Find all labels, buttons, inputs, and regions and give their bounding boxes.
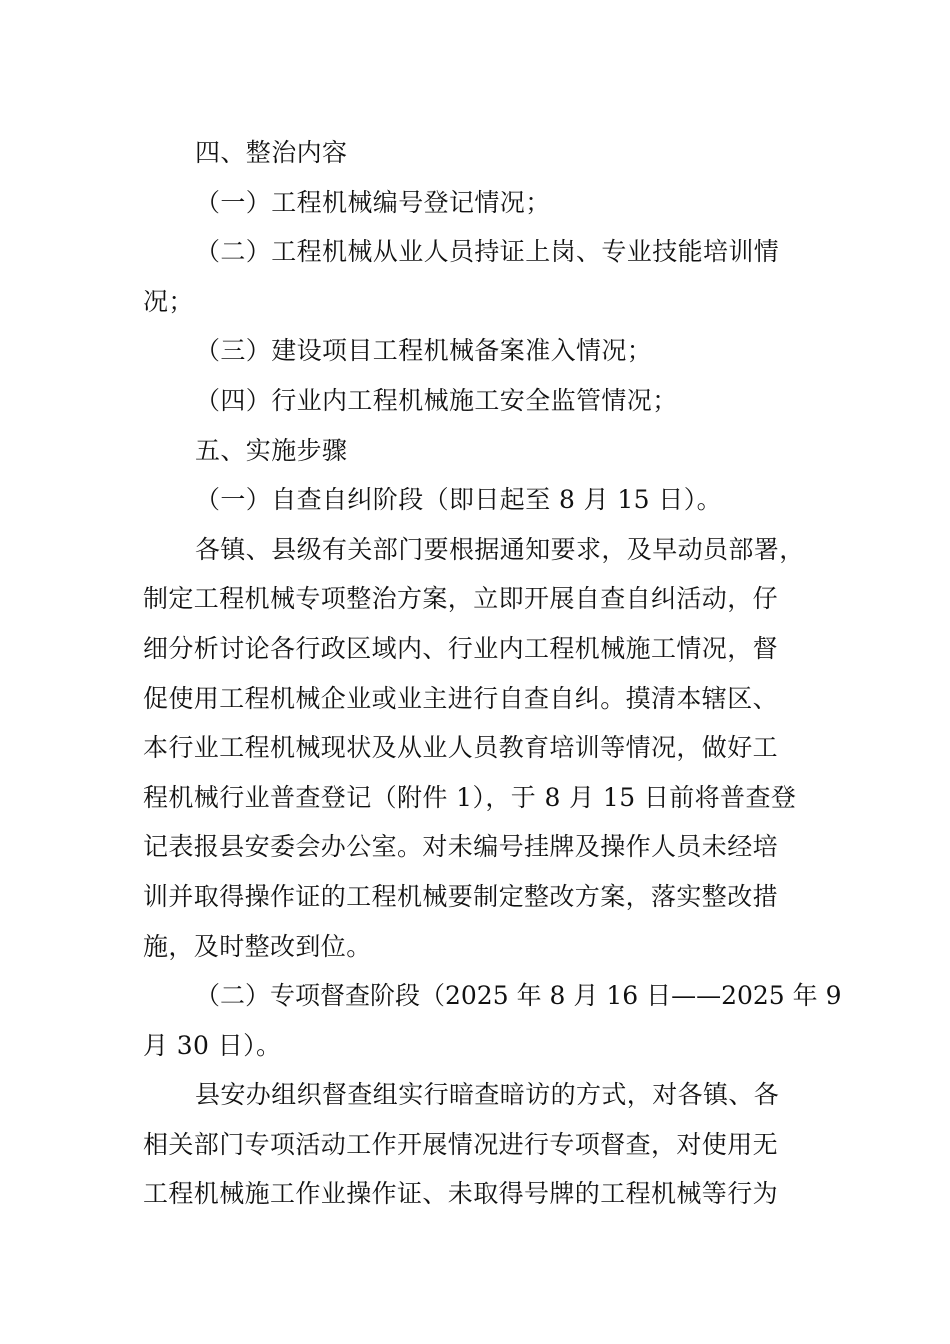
paragraph-line: 训并取得操作证的工程机械要制定整改方案，落实整改措 xyxy=(143,881,779,911)
list-item: （一）工程机械编号登记情况； xyxy=(195,187,551,217)
paragraph-line: 本行业工程机械现状及从业人员教育培训等情况，做好工 xyxy=(143,733,779,763)
paragraph-line: 程机械行业普查登记（附件 1），于 8 月 15 日前将普查登 xyxy=(143,782,797,812)
paragraph-line: 县安办组织督查组实行暗查暗访的方式，对各镇、各 xyxy=(195,1080,780,1110)
subsection-heading: （二）专项督查阶段（2025 年 8 月 16 日——2025 年 9 xyxy=(195,981,842,1011)
paragraph-line: 制定工程机械专项整治方案，立即开展自查自纠活动，仔 xyxy=(143,584,779,614)
paragraph-line: 相关部门专项活动工作开展情况进行专项督查，对使用无 xyxy=(143,1129,779,1159)
paragraph-line: 细分析讨论各行政区域内、行业内工程机械施工情况，督 xyxy=(143,633,779,663)
document-body xyxy=(143,128,842,1219)
subsection-heading: （一）自查自纠阶段（即日起至 8 月 15 日）。 xyxy=(195,485,723,515)
list-item: （三）建设项目工程机械备案准入情况； xyxy=(195,336,653,366)
paragraph-line: 施，及时整改到位。 xyxy=(143,931,372,961)
paragraph-line: 记表报县安委会办公室。对未编号挂牌及操作人员未经培 xyxy=(143,832,779,862)
paragraph-line: 促使用工程机械企业或业主进行自查自纠。摸清本辖区、 xyxy=(143,683,779,713)
subsection-heading-continuation: 月 30 日）。 xyxy=(143,1030,282,1060)
list-item-continuation: 况； xyxy=(143,286,194,316)
section-heading-4: 四、整治内容 xyxy=(195,138,348,167)
list-item: （二）工程机械从业人员持证上岗、专业技能培训情 xyxy=(195,237,780,267)
paragraph-line: 各镇、县级有关部门要根据通知要求，及早动员部署， xyxy=(195,534,805,564)
section-heading-5: 五、实施步骤 xyxy=(195,435,348,465)
paragraph-line: 工程机械施工作业操作证、未取得号牌的工程机械等行为 xyxy=(143,1179,779,1209)
list-item: （四）行业内工程机械施工安全监管情况； xyxy=(195,385,678,415)
